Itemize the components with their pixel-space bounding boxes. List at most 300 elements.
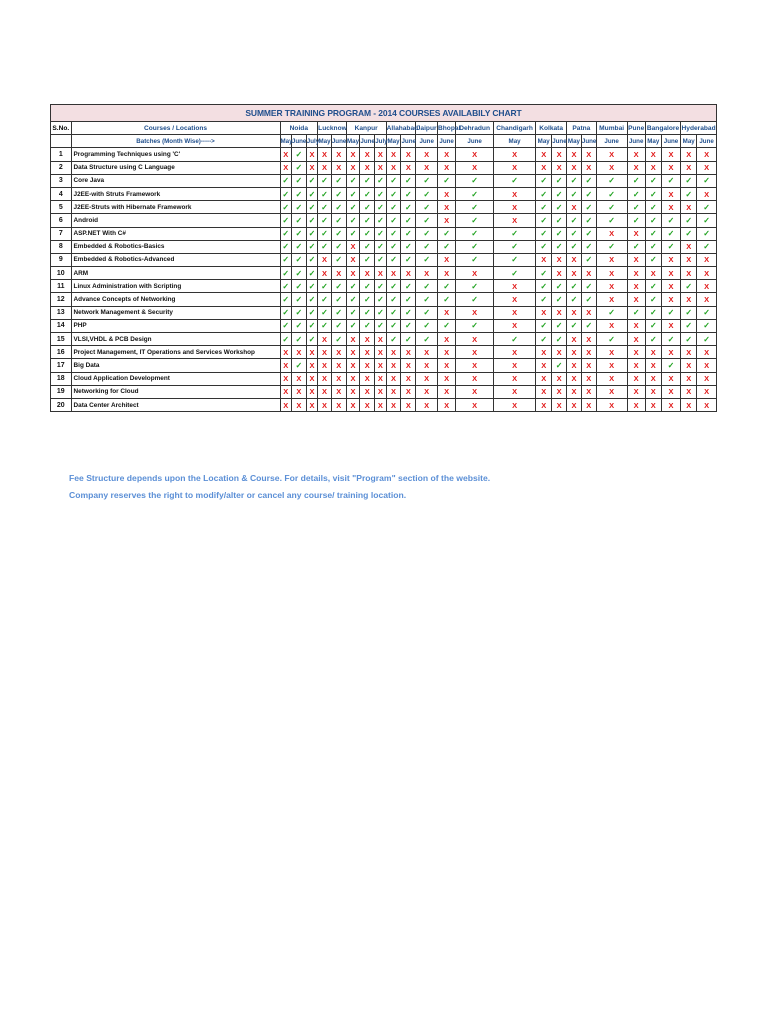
table-row (51, 306, 717, 319)
unavailable-x-icon: X (697, 359, 717, 372)
unavailable-x-icon: X (438, 214, 456, 227)
available-check-icon: ✓ (697, 214, 717, 227)
unavailable-x-icon: X (386, 267, 401, 280)
available-check-icon: ✓ (386, 187, 401, 200)
unavailable-x-icon: X (375, 359, 386, 372)
available-check-icon: ✓ (627, 187, 645, 200)
unavailable-x-icon: X (386, 398, 401, 411)
available-check-icon: ✓ (697, 174, 717, 187)
chart-title: SUMMER TRAINING PROGRAM - 2014 COURSES AVAILABILY CHART (51, 105, 717, 122)
available-check-icon: ✓ (645, 227, 661, 240)
row-number: 15 (51, 333, 72, 346)
available-check-icon: ✓ (291, 240, 306, 253)
available-check-icon: ✓ (360, 227, 375, 240)
available-check-icon: ✓ (416, 201, 438, 214)
batch-month-header: June (596, 135, 627, 148)
available-check-icon: ✓ (627, 240, 645, 253)
unavailable-x-icon: X (627, 148, 645, 161)
row-number: 6 (51, 214, 72, 227)
unavailable-x-icon: X (493, 214, 535, 227)
available-check-icon: ✓ (456, 227, 494, 240)
available-check-icon: ✓ (401, 214, 416, 227)
unavailable-x-icon: X (493, 161, 535, 174)
unavailable-x-icon: X (536, 161, 552, 174)
available-check-icon: ✓ (438, 319, 456, 332)
unavailable-x-icon: X (681, 148, 697, 161)
unavailable-x-icon: X (346, 372, 360, 385)
unavailable-x-icon: X (661, 267, 680, 280)
available-check-icon: ✓ (536, 227, 552, 240)
unavailable-x-icon: X (456, 385, 494, 398)
unavailable-x-icon: X (416, 359, 438, 372)
available-check-icon: ✓ (306, 253, 317, 266)
available-check-icon: ✓ (375, 174, 386, 187)
available-check-icon: ✓ (280, 174, 291, 187)
row-number: 20 (51, 398, 72, 411)
available-check-icon: ✓ (346, 280, 360, 293)
course-name: J2EE-Struts with Hibernate Framework (71, 201, 280, 214)
available-check-icon: ✓ (280, 333, 291, 346)
unavailable-x-icon: X (567, 359, 582, 372)
available-check-icon: ✓ (280, 319, 291, 332)
unavailable-x-icon: X (661, 187, 680, 200)
batch-month-header: June (416, 135, 438, 148)
available-check-icon: ✓ (360, 253, 375, 266)
course-name: Core Java (71, 174, 280, 187)
course-name: Network Management & Security (71, 306, 280, 319)
unavailable-x-icon: X (493, 319, 535, 332)
unavailable-x-icon: X (306, 148, 317, 161)
unavailable-x-icon: X (596, 346, 627, 359)
available-check-icon: ✓ (375, 306, 386, 319)
available-check-icon: ✓ (318, 174, 332, 187)
available-check-icon: ✓ (581, 240, 596, 253)
available-check-icon: ✓ (567, 240, 582, 253)
unavailable-x-icon: X (661, 161, 680, 174)
available-check-icon: ✓ (318, 201, 332, 214)
unavailable-x-icon: X (360, 372, 375, 385)
available-check-icon: ✓ (552, 187, 567, 200)
unavailable-x-icon: X (645, 372, 661, 385)
unavailable-x-icon: X (401, 372, 416, 385)
location-header: Allahabad (386, 122, 416, 135)
unavailable-x-icon: X (645, 385, 661, 398)
unavailable-x-icon: X (552, 372, 567, 385)
unavailable-x-icon: X (661, 319, 680, 332)
available-check-icon: ✓ (306, 280, 317, 293)
unavailable-x-icon: X (596, 280, 627, 293)
available-check-icon: ✓ (645, 214, 661, 227)
unavailable-x-icon: X (401, 148, 416, 161)
unavailable-x-icon: X (645, 346, 661, 359)
available-check-icon: ✓ (306, 267, 317, 280)
available-check-icon: ✓ (318, 293, 332, 306)
available-check-icon: ✓ (318, 187, 332, 200)
unavailable-x-icon: X (386, 372, 401, 385)
table-row (51, 174, 717, 187)
batch-month-header: June (552, 135, 567, 148)
unavailable-x-icon: X (331, 346, 346, 359)
available-check-icon: ✓ (661, 333, 680, 346)
unavailable-x-icon: X (318, 359, 332, 372)
unavailable-x-icon: X (346, 267, 360, 280)
available-check-icon: ✓ (401, 306, 416, 319)
available-check-icon: ✓ (280, 240, 291, 253)
available-check-icon: ✓ (331, 174, 346, 187)
available-check-icon: ✓ (375, 280, 386, 293)
row-number: 13 (51, 306, 72, 319)
unavailable-x-icon: X (438, 372, 456, 385)
available-check-icon: ✓ (681, 187, 697, 200)
unavailable-x-icon: X (401, 346, 416, 359)
available-check-icon: ✓ (536, 319, 552, 332)
title-row (51, 105, 717, 122)
batch-month-header: May (280, 135, 291, 148)
location-header: Bangalore (645, 122, 680, 135)
unavailable-x-icon: X (438, 201, 456, 214)
unavailable-x-icon: X (438, 333, 456, 346)
unavailable-x-icon: X (375, 267, 386, 280)
unavailable-x-icon: X (331, 267, 346, 280)
unavailable-x-icon: X (280, 359, 291, 372)
batch-month-header: May (493, 135, 535, 148)
unavailable-x-icon: X (438, 161, 456, 174)
unavailable-x-icon: X (331, 385, 346, 398)
available-check-icon: ✓ (291, 214, 306, 227)
unavailable-x-icon: X (438, 385, 456, 398)
available-check-icon: ✓ (661, 306, 680, 319)
unavailable-x-icon: X (416, 161, 438, 174)
location-header: Chandigarh (493, 122, 535, 135)
unavailable-x-icon: X (627, 346, 645, 359)
location-header: Patna (567, 122, 597, 135)
available-check-icon: ✓ (552, 359, 567, 372)
batch-month-header: June (360, 135, 375, 148)
available-check-icon: ✓ (360, 187, 375, 200)
available-check-icon: ✓ (645, 306, 661, 319)
course-name: Data Structure using C Language (71, 161, 280, 174)
available-check-icon: ✓ (645, 293, 661, 306)
unavailable-x-icon: X (596, 148, 627, 161)
available-check-icon: ✓ (552, 174, 567, 187)
location-header: Dehradun (456, 122, 494, 135)
unavailable-x-icon: X (697, 161, 717, 174)
unavailable-x-icon: X (280, 346, 291, 359)
course-name: Data Center Architect (71, 398, 280, 411)
course-name: PHP (71, 319, 280, 332)
table-row (51, 398, 717, 411)
available-check-icon: ✓ (536, 267, 552, 280)
available-check-icon: ✓ (360, 240, 375, 253)
available-check-icon: ✓ (346, 227, 360, 240)
unavailable-x-icon: X (318, 253, 332, 266)
row-number: 9 (51, 253, 72, 266)
available-check-icon: ✓ (456, 214, 494, 227)
available-check-icon: ✓ (280, 267, 291, 280)
unavailable-x-icon: X (596, 385, 627, 398)
unavailable-x-icon: X (331, 359, 346, 372)
unavailable-x-icon: X (567, 306, 582, 319)
unavailable-x-icon: X (661, 253, 680, 266)
course-name: Embedded & Robotics-Advanced (71, 253, 280, 266)
available-check-icon: ✓ (280, 201, 291, 214)
unavailable-x-icon: X (596, 161, 627, 174)
available-check-icon: ✓ (627, 201, 645, 214)
available-check-icon: ✓ (360, 174, 375, 187)
course-name: VLSI,VHDL & PCB Design (71, 333, 280, 346)
unavailable-x-icon: X (386, 161, 401, 174)
available-check-icon: ✓ (645, 201, 661, 214)
available-check-icon: ✓ (552, 293, 567, 306)
available-check-icon: ✓ (291, 227, 306, 240)
available-check-icon: ✓ (536, 214, 552, 227)
unavailable-x-icon: X (318, 161, 332, 174)
available-check-icon: ✓ (291, 280, 306, 293)
unavailable-x-icon: X (552, 148, 567, 161)
unavailable-x-icon: X (596, 267, 627, 280)
unavailable-x-icon: X (567, 346, 582, 359)
unavailable-x-icon: X (280, 372, 291, 385)
available-check-icon: ✓ (645, 174, 661, 187)
table-row (51, 346, 717, 359)
available-check-icon: ✓ (552, 201, 567, 214)
unavailable-x-icon: X (291, 346, 306, 359)
course-availability-table (50, 104, 717, 412)
row-number: 16 (51, 346, 72, 359)
unavailable-x-icon: X (331, 398, 346, 411)
unavailable-x-icon: X (456, 148, 494, 161)
available-check-icon: ✓ (318, 214, 332, 227)
available-check-icon: ✓ (291, 267, 306, 280)
available-check-icon: ✓ (386, 306, 401, 319)
available-check-icon: ✓ (280, 306, 291, 319)
available-check-icon: ✓ (375, 240, 386, 253)
unavailable-x-icon: X (581, 267, 596, 280)
unavailable-x-icon: X (536, 359, 552, 372)
unavailable-x-icon: X (567, 398, 582, 411)
sno-header: S.No. (51, 122, 72, 135)
course-name: Networking for Cloud (71, 385, 280, 398)
batch-month-header: June (661, 135, 680, 148)
unavailable-x-icon: X (596, 398, 627, 411)
available-check-icon: ✓ (645, 319, 661, 332)
unavailable-x-icon: X (346, 333, 360, 346)
available-check-icon: ✓ (681, 227, 697, 240)
unavailable-x-icon: X (493, 346, 535, 359)
unavailable-x-icon: X (567, 267, 582, 280)
available-check-icon: ✓ (416, 319, 438, 332)
available-check-icon: ✓ (552, 280, 567, 293)
available-check-icon: ✓ (331, 227, 346, 240)
row-number: 18 (51, 372, 72, 385)
unavailable-x-icon: X (627, 359, 645, 372)
batch-month-header: May (645, 135, 661, 148)
available-check-icon: ✓ (456, 174, 494, 187)
available-check-icon: ✓ (552, 214, 567, 227)
available-check-icon: ✓ (596, 240, 627, 253)
unavailable-x-icon: X (401, 267, 416, 280)
available-check-icon: ✓ (318, 280, 332, 293)
batches-label: Batches (Month Wise)-----> (71, 135, 280, 148)
available-check-icon: ✓ (401, 253, 416, 266)
available-check-icon: ✓ (291, 174, 306, 187)
row-number: 5 (51, 201, 72, 214)
available-check-icon: ✓ (596, 187, 627, 200)
available-check-icon: ✓ (493, 267, 535, 280)
courses-locations-header: Courses / Locations (71, 122, 280, 135)
available-check-icon: ✓ (386, 240, 401, 253)
available-check-icon: ✓ (697, 201, 717, 214)
row-number: 11 (51, 280, 72, 293)
unavailable-x-icon: X (681, 346, 697, 359)
batch-spacer (51, 135, 72, 148)
available-check-icon: ✓ (567, 214, 582, 227)
unavailable-x-icon: X (346, 253, 360, 266)
unavailable-x-icon: X (386, 346, 401, 359)
unavailable-x-icon: X (596, 319, 627, 332)
available-check-icon: ✓ (386, 201, 401, 214)
unavailable-x-icon: X (291, 385, 306, 398)
available-check-icon: ✓ (567, 174, 582, 187)
available-check-icon: ✓ (280, 293, 291, 306)
unavailable-x-icon: X (552, 385, 567, 398)
unavailable-x-icon: X (291, 372, 306, 385)
available-check-icon: ✓ (386, 227, 401, 240)
table-row (51, 201, 717, 214)
available-check-icon: ✓ (318, 319, 332, 332)
unavailable-x-icon: X (581, 306, 596, 319)
unavailable-x-icon: X (493, 359, 535, 372)
table-row (51, 319, 717, 332)
unavailable-x-icon: X (360, 346, 375, 359)
unavailable-x-icon: X (552, 161, 567, 174)
available-check-icon: ✓ (306, 293, 317, 306)
available-check-icon: ✓ (697, 306, 717, 319)
available-check-icon: ✓ (331, 333, 346, 346)
available-check-icon: ✓ (416, 280, 438, 293)
unavailable-x-icon: X (681, 293, 697, 306)
unavailable-x-icon: X (681, 372, 697, 385)
unavailable-x-icon: X (456, 359, 494, 372)
unavailable-x-icon: X (416, 385, 438, 398)
available-check-icon: ✓ (360, 201, 375, 214)
unavailable-x-icon: X (280, 385, 291, 398)
unavailable-x-icon: X (661, 201, 680, 214)
available-check-icon: ✓ (416, 227, 438, 240)
available-check-icon: ✓ (456, 240, 494, 253)
available-check-icon: ✓ (346, 306, 360, 319)
course-name: Programming Techniques using 'C' (71, 148, 280, 161)
unavailable-x-icon: X (456, 398, 494, 411)
course-name: Project Management, IT Operations and Services Workshop (71, 346, 280, 359)
rights-note: Company reserves the right to modify/alter or cancel any course/ training location. (69, 490, 407, 500)
available-check-icon: ✓ (306, 214, 317, 227)
unavailable-x-icon: X (438, 148, 456, 161)
location-header: Pune (627, 122, 645, 135)
unavailable-x-icon: X (493, 306, 535, 319)
available-check-icon: ✓ (346, 201, 360, 214)
unavailable-x-icon: X (401, 161, 416, 174)
available-check-icon: ✓ (401, 201, 416, 214)
unavailable-x-icon: X (596, 359, 627, 372)
batch-month-header: June (401, 135, 416, 148)
unavailable-x-icon: X (627, 385, 645, 398)
unavailable-x-icon: X (438, 359, 456, 372)
unavailable-x-icon: X (567, 148, 582, 161)
unavailable-x-icon: X (661, 293, 680, 306)
unavailable-x-icon: X (581, 385, 596, 398)
available-check-icon: ✓ (567, 280, 582, 293)
unavailable-x-icon: X (291, 398, 306, 411)
available-check-icon: ✓ (456, 293, 494, 306)
unavailable-x-icon: X (360, 398, 375, 411)
available-check-icon: ✓ (416, 214, 438, 227)
unavailable-x-icon: X (681, 385, 697, 398)
unavailable-x-icon: X (493, 372, 535, 385)
batch-month-header: June (456, 135, 494, 148)
unavailable-x-icon: X (493, 293, 535, 306)
available-check-icon: ✓ (456, 253, 494, 266)
available-check-icon: ✓ (697, 333, 717, 346)
unavailable-x-icon: X (627, 293, 645, 306)
batch-month-header: May (567, 135, 582, 148)
available-check-icon: ✓ (645, 187, 661, 200)
table-row (51, 187, 717, 200)
available-check-icon: ✓ (280, 227, 291, 240)
available-check-icon: ✓ (375, 293, 386, 306)
available-check-icon: ✓ (627, 174, 645, 187)
available-check-icon: ✓ (318, 227, 332, 240)
available-check-icon: ✓ (416, 333, 438, 346)
unavailable-x-icon: X (360, 359, 375, 372)
unavailable-x-icon: X (456, 346, 494, 359)
unavailable-x-icon: X (596, 293, 627, 306)
available-check-icon: ✓ (552, 227, 567, 240)
row-number: 1 (51, 148, 72, 161)
available-check-icon: ✓ (346, 187, 360, 200)
unavailable-x-icon: X (416, 148, 438, 161)
location-header: Kanpur (346, 122, 386, 135)
available-check-icon: ✓ (681, 214, 697, 227)
unavailable-x-icon: X (416, 267, 438, 280)
unavailable-x-icon: X (697, 398, 717, 411)
unavailable-x-icon: X (661, 346, 680, 359)
available-check-icon: ✓ (360, 306, 375, 319)
available-check-icon: ✓ (581, 280, 596, 293)
unavailable-x-icon: X (386, 385, 401, 398)
available-check-icon: ✓ (416, 253, 438, 266)
unavailable-x-icon: X (306, 398, 317, 411)
unavailable-x-icon: X (552, 346, 567, 359)
unavailable-x-icon: X (456, 372, 494, 385)
available-check-icon: ✓ (401, 174, 416, 187)
available-check-icon: ✓ (331, 280, 346, 293)
location-header: Hyderabad (681, 122, 717, 135)
unavailable-x-icon: X (697, 280, 717, 293)
row-number: 3 (51, 174, 72, 187)
available-check-icon: ✓ (401, 280, 416, 293)
unavailable-x-icon: X (386, 359, 401, 372)
unavailable-x-icon: X (581, 333, 596, 346)
available-check-icon: ✓ (456, 319, 494, 332)
unavailable-x-icon: X (438, 187, 456, 200)
available-check-icon: ✓ (493, 253, 535, 266)
fee-note: Fee Structure depends upon the Location & Course. For details, visit "Program" section of the website. (69, 473, 491, 483)
table-row (51, 148, 717, 161)
course-name: Linux Administration with Scripting (71, 280, 280, 293)
unavailable-x-icon: X (306, 161, 317, 174)
available-check-icon: ✓ (681, 319, 697, 332)
